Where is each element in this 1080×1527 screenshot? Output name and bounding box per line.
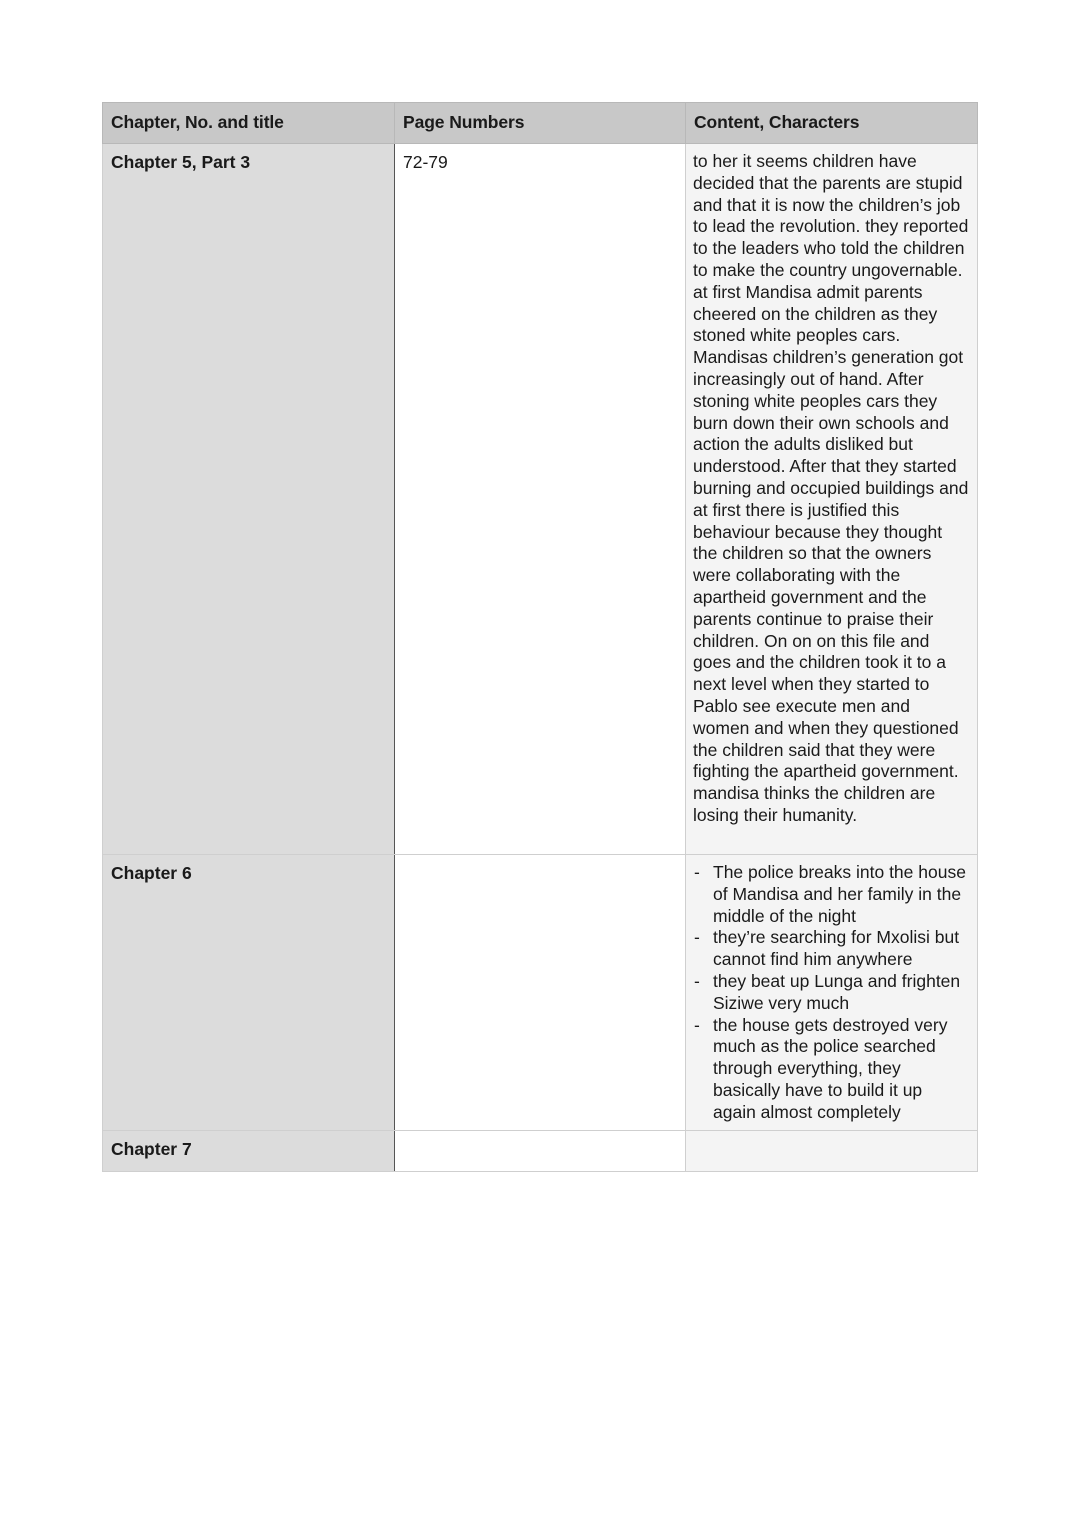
list-item (693, 927, 969, 971)
page-numbers-cell (395, 1131, 686, 1172)
list-item (693, 862, 969, 927)
bullet-text: they beat up Lunga and frighten Siziwe very much (713, 970, 961, 1013)
page-numbers-cell (395, 855, 686, 1131)
list-item (693, 1015, 969, 1124)
dash-bullet-icon: - (694, 927, 700, 948)
table-row (103, 144, 978, 855)
content-cell (686, 144, 978, 855)
dash-bullet-icon: - (694, 862, 700, 882)
chapter-cell: Chapter 6 (103, 855, 395, 1131)
content-paragraph: to her it seems children have decided that the parents are stupid and that it is now the children’s job to lead the revolution. they reported to the leaders who told the children to make the country ungovernable. at first Mandisa admit parents cheered on the children as they stoned white peoples cars. Mandisas children’s generation got increasingly out of hand. After stoning white peoples cars they burn down their own schools and action the adults disliked but understood. After that they started burning and occupied buildings and at first there is justified this behaviour because they thought the children so that the owners were collaborating with the apartheid government and the parents continue to praise their children. On on on this file and goes and the children took it to a next level when they started to Pablo see execute men and women and when they questioned the children said that they were fighting the apartheid government. mandisa thinks the children are losing their humanity. (693, 151, 969, 825)
table-row (103, 855, 978, 1131)
header-chapter: Chapter, No. and title (103, 103, 395, 144)
content-cell (686, 1131, 978, 1172)
chapter-summary-table (102, 102, 978, 1172)
content-cell (686, 855, 978, 1131)
table-row (103, 1131, 978, 1172)
bullet-text: the house gets destroyed very much as the police searched through everything, they basically have to build it up again almost completely (713, 1014, 948, 1122)
header-page-numbers: Page Numbers (395, 103, 686, 144)
bullet-text: The police breaks into the house of Mandisa and her family in the middle of the night (713, 862, 966, 926)
table-header-row (103, 103, 978, 144)
list-item (693, 971, 969, 1015)
bullet-text: they’re searching for Mxolisi but cannot find him anywhere (713, 927, 960, 970)
page-numbers-cell: 72-79 (395, 144, 686, 855)
header-content-characters: Content, Characters (686, 103, 978, 144)
content-bullet-list (693, 862, 969, 1124)
dash-bullet-icon: - (694, 1014, 700, 1035)
chapter-cell: Chapter 7 (103, 1131, 395, 1172)
dash-bullet-icon: - (694, 970, 700, 991)
chapter-cell: Chapter 5, Part 3 (103, 144, 395, 855)
chapter-table-sheet (102, 102, 977, 1172)
